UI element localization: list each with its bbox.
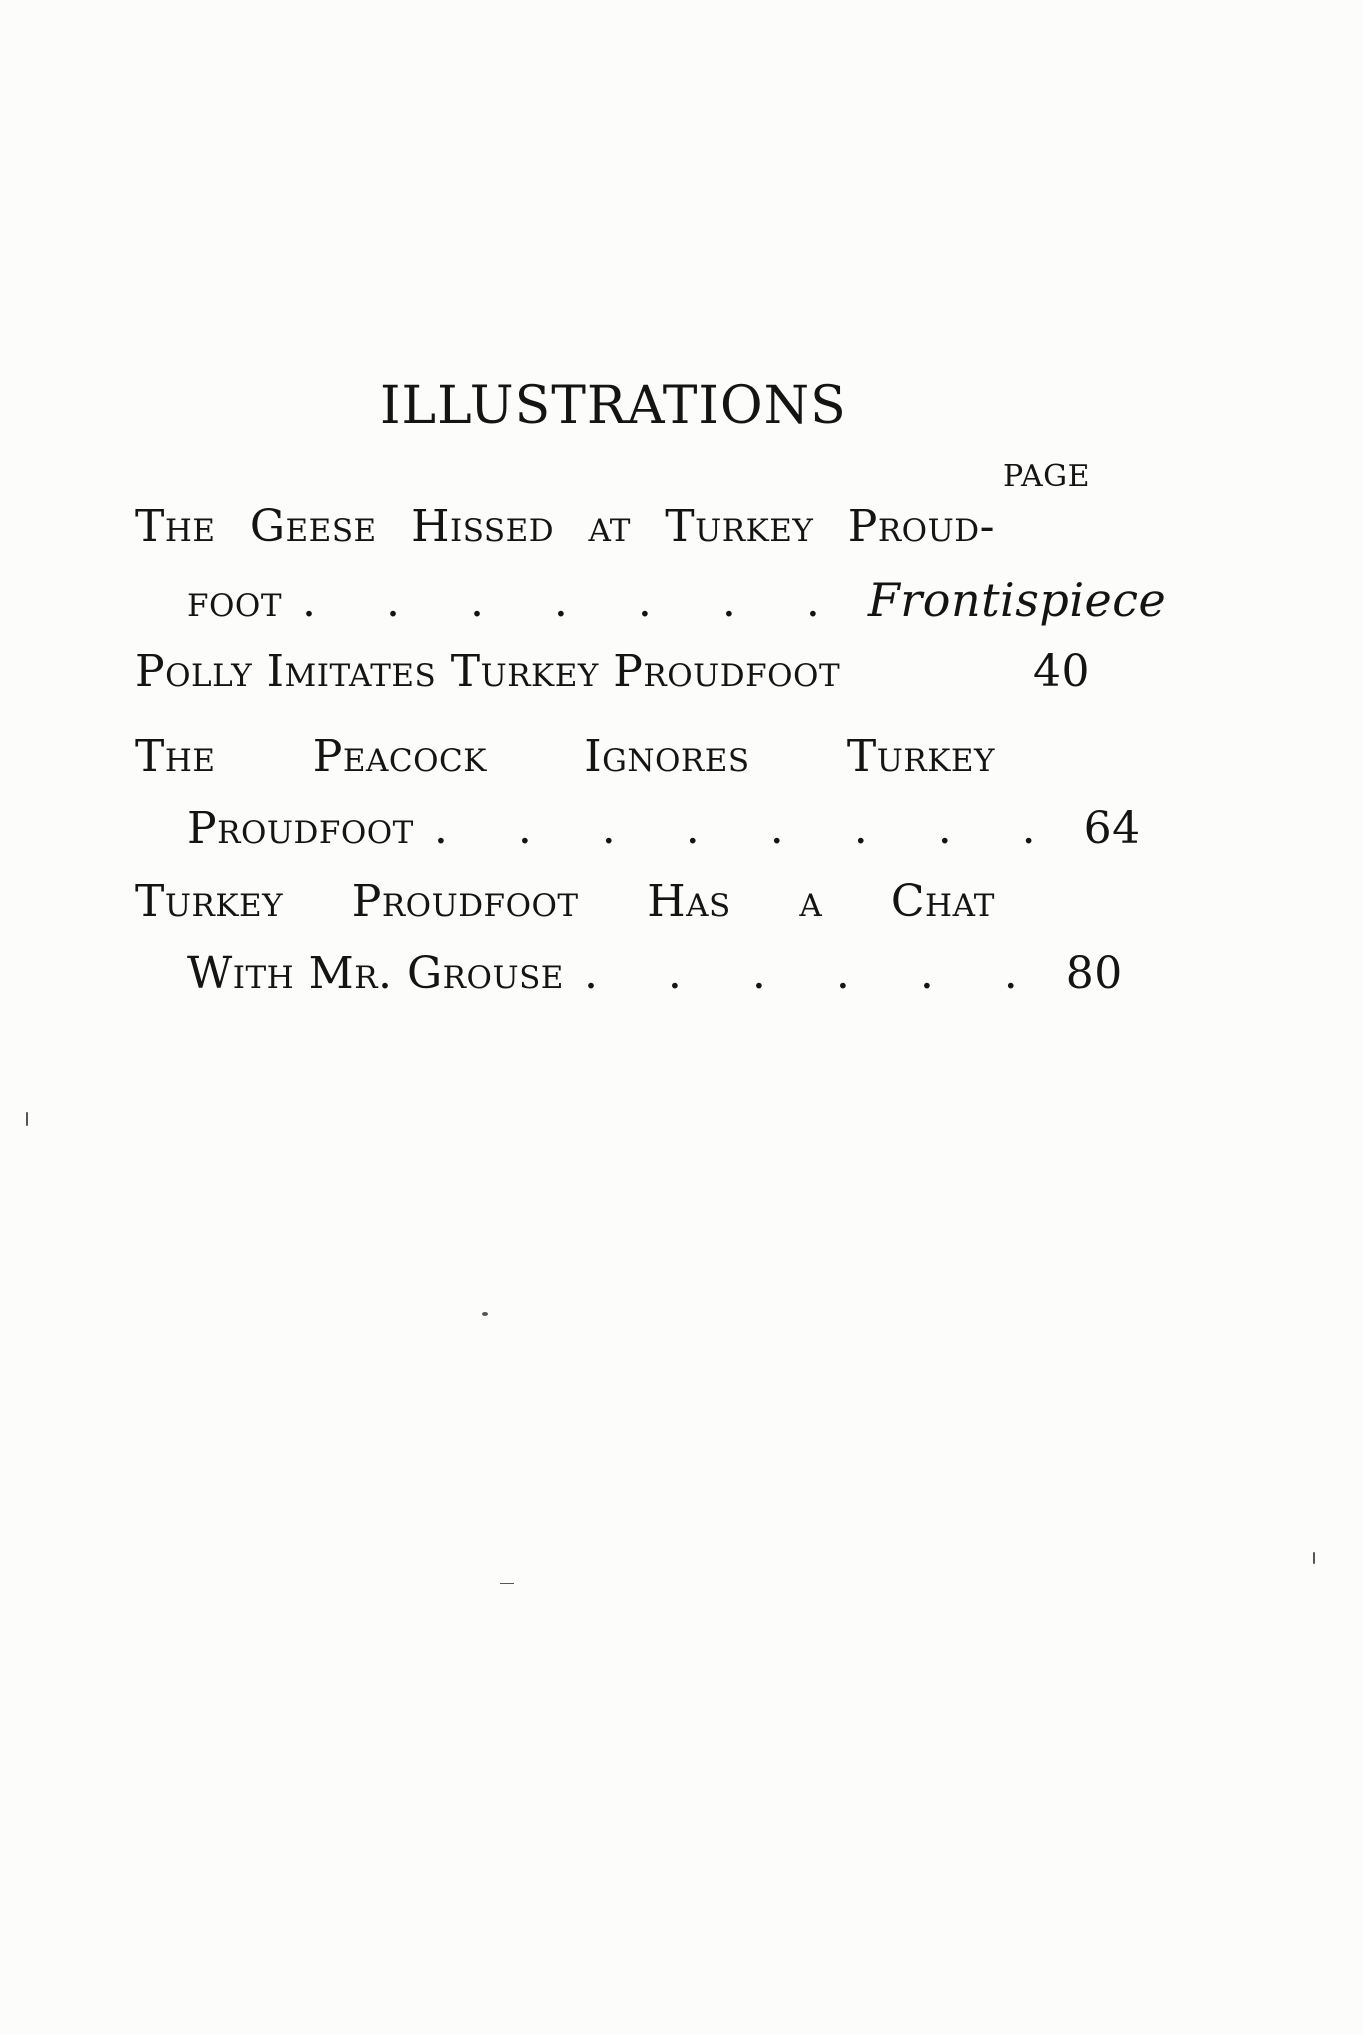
entry-1-word: Proud- — [847, 501, 995, 552]
entry-2-title: Polly Imitates Turkey Proudfoot — [135, 646, 841, 697]
entry-1-line-1 — [135, 501, 995, 577]
entry-3-line-2 — [135, 803, 1141, 879]
illustration-entry-1 — [135, 501, 1167, 649]
entry-4-line-2 — [135, 948, 1123, 1024]
entry-4-word: a — [799, 876, 823, 927]
scan-speck — [26, 1112, 28, 1126]
dot-leader: . . . . . . — [583, 948, 1046, 999]
entry-1-word: at — [588, 501, 631, 552]
entry-3-word: The — [135, 731, 216, 782]
entry-1-page-ref: Frontispiece — [867, 573, 1167, 627]
entry-3-word: Ignores — [584, 731, 750, 782]
illustration-entry-3 — [135, 731, 1141, 879]
entry-4-page-number: 80 — [1065, 948, 1123, 999]
entry-4-word: Turkey — [135, 876, 284, 927]
entry-4-word: Proudfoot — [351, 876, 579, 927]
illustration-entry-2 — [135, 646, 1090, 722]
entry-4-line-1 — [135, 876, 995, 952]
entry-3-line-1 — [135, 731, 995, 807]
illustration-entry-4 — [135, 876, 1123, 1024]
entry-3-page-number: 64 — [1083, 803, 1141, 854]
scan-speck — [482, 1312, 488, 1316]
entry-2-line-1 — [135, 646, 1090, 722]
page-heading: ILLUSTRATIONS — [380, 376, 847, 436]
entry-4-word: Chat — [890, 876, 995, 927]
entry-2-page-number: 40 — [1033, 646, 1090, 697]
entry-3-word: Peacock — [312, 731, 487, 782]
entry-3-continuation: Proudfoot — [187, 803, 414, 854]
dot-leader: . . . . . . . . — [433, 803, 1064, 854]
entry-3-word: Turkey — [846, 731, 995, 782]
entry-4-word: Has — [647, 876, 731, 927]
entry-1-continuation: foot — [187, 576, 283, 627]
entry-1-word: Geese — [249, 501, 377, 552]
dot-leader: . . . . . . . — [302, 576, 848, 627]
entry-1-line-2 — [135, 573, 1167, 649]
entry-1-word: Hissed — [411, 501, 555, 552]
scan-speck — [500, 1583, 514, 1584]
page-column-label: PAGE — [1003, 459, 1090, 494]
entry-4-continuation: With Mr. Grouse — [187, 948, 564, 999]
entry-1-word: Turkey — [665, 501, 814, 552]
scan-speck — [1313, 1552, 1315, 1564]
entry-1-word: The — [135, 501, 216, 552]
